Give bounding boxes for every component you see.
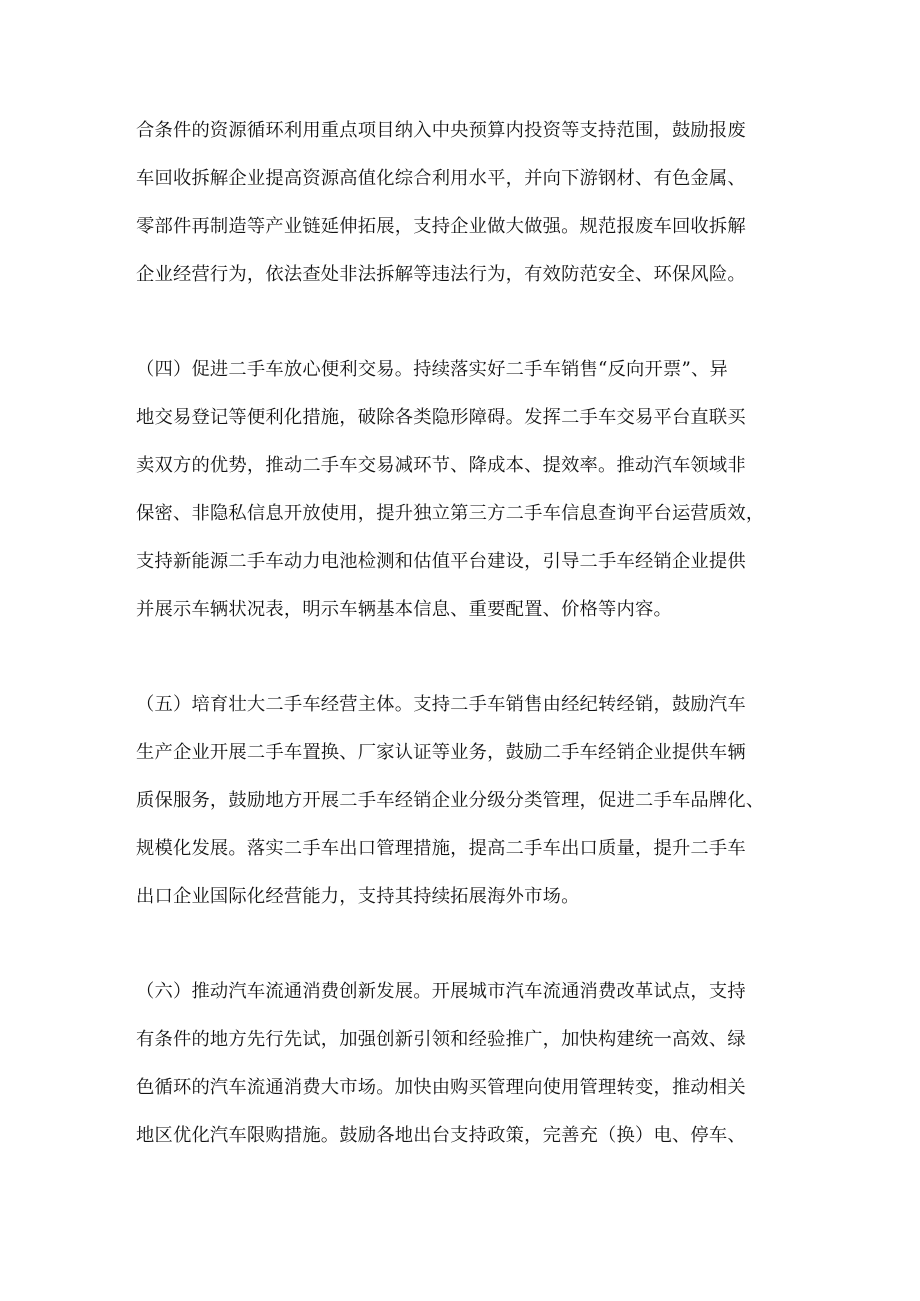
paragraph-line: 地区优化汽车限购措施。鼓励各地出台支持政策，完善充（换）电、停车、 (136, 1125, 746, 1146)
paragraph-line: 有条件的地方先行先试，加强创新引领和经验推广，加快构建统一高效、绿 (136, 1029, 746, 1050)
paragraph-line: （五）培育壮大二手车经营主体。支持二手车销售由经纪转经销，鼓励汽车 (136, 694, 746, 715)
paragraph-line: 零部件再制造等产业链延伸拓展，支持企业做大做强。规范报废车回收拆解 (136, 216, 746, 237)
paragraph-line: 车回收拆解企业提高资源高值化综合利用水平，并向下游钢材、有色金属、 (136, 168, 746, 189)
paragraph-line: 支持新能源二手车动力电池检测和估值平台建设，引导二手车经销企业提供 (136, 551, 746, 572)
paragraph-line: 保密、非隐私信息开放使用，提升独立第三方二手车信息查询平台运营质效， (136, 503, 765, 524)
paragraph-line: 色循环的汽车流通消费大市场。加快由购买管理向使用管理转变，推动相关 (136, 1077, 746, 1098)
paragraph-line: 并展示车辆状况表，明示车辆基本信息、重要配置、价格等内容。 (136, 599, 672, 620)
paragraph-line: 规模化发展。落实二手车出口管理措施，提高二手车出口质量，提升二手车 (136, 838, 746, 859)
paragraph-line: 卖双方的优势，推动二手车交易减环节、降成本、提效率。推动汽车领域非 (136, 455, 746, 476)
paragraph-line: 合条件的资源循环利用重点项目纳入中央预算内投资等支持范围，鼓励报废 (136, 120, 746, 141)
paragraph-line: 出口企业国际化经营能力，支持其持续拓展海外市场。 (136, 886, 580, 907)
paragraph-line: 质保服务，鼓励地方开展二手车经销企业分级分类管理，促进二手车品牌化、 (136, 790, 765, 811)
paragraph-line: 生产企业开展二手车置换、厂家认证等业务，鼓励二手车经销企业提供车辆 (136, 742, 746, 763)
paragraph-line: （四）促进二手车放心便利交易。持续落实好二手车销售“反向开票”、异 (136, 359, 729, 380)
paragraph-line: 地交易登记等便利化措施，破除各类隐形障碍。发挥二手车交易平台直联买 (136, 407, 746, 428)
paragraph-line: 企业经营行为，依法查处非法拆解等违法行为，有效防范安全、环保风险。 (136, 264, 746, 285)
paragraph-line: （六）推动汽车流通消费创新发展。开展城市汽车流通消费改革试点，支持 (136, 981, 746, 1002)
